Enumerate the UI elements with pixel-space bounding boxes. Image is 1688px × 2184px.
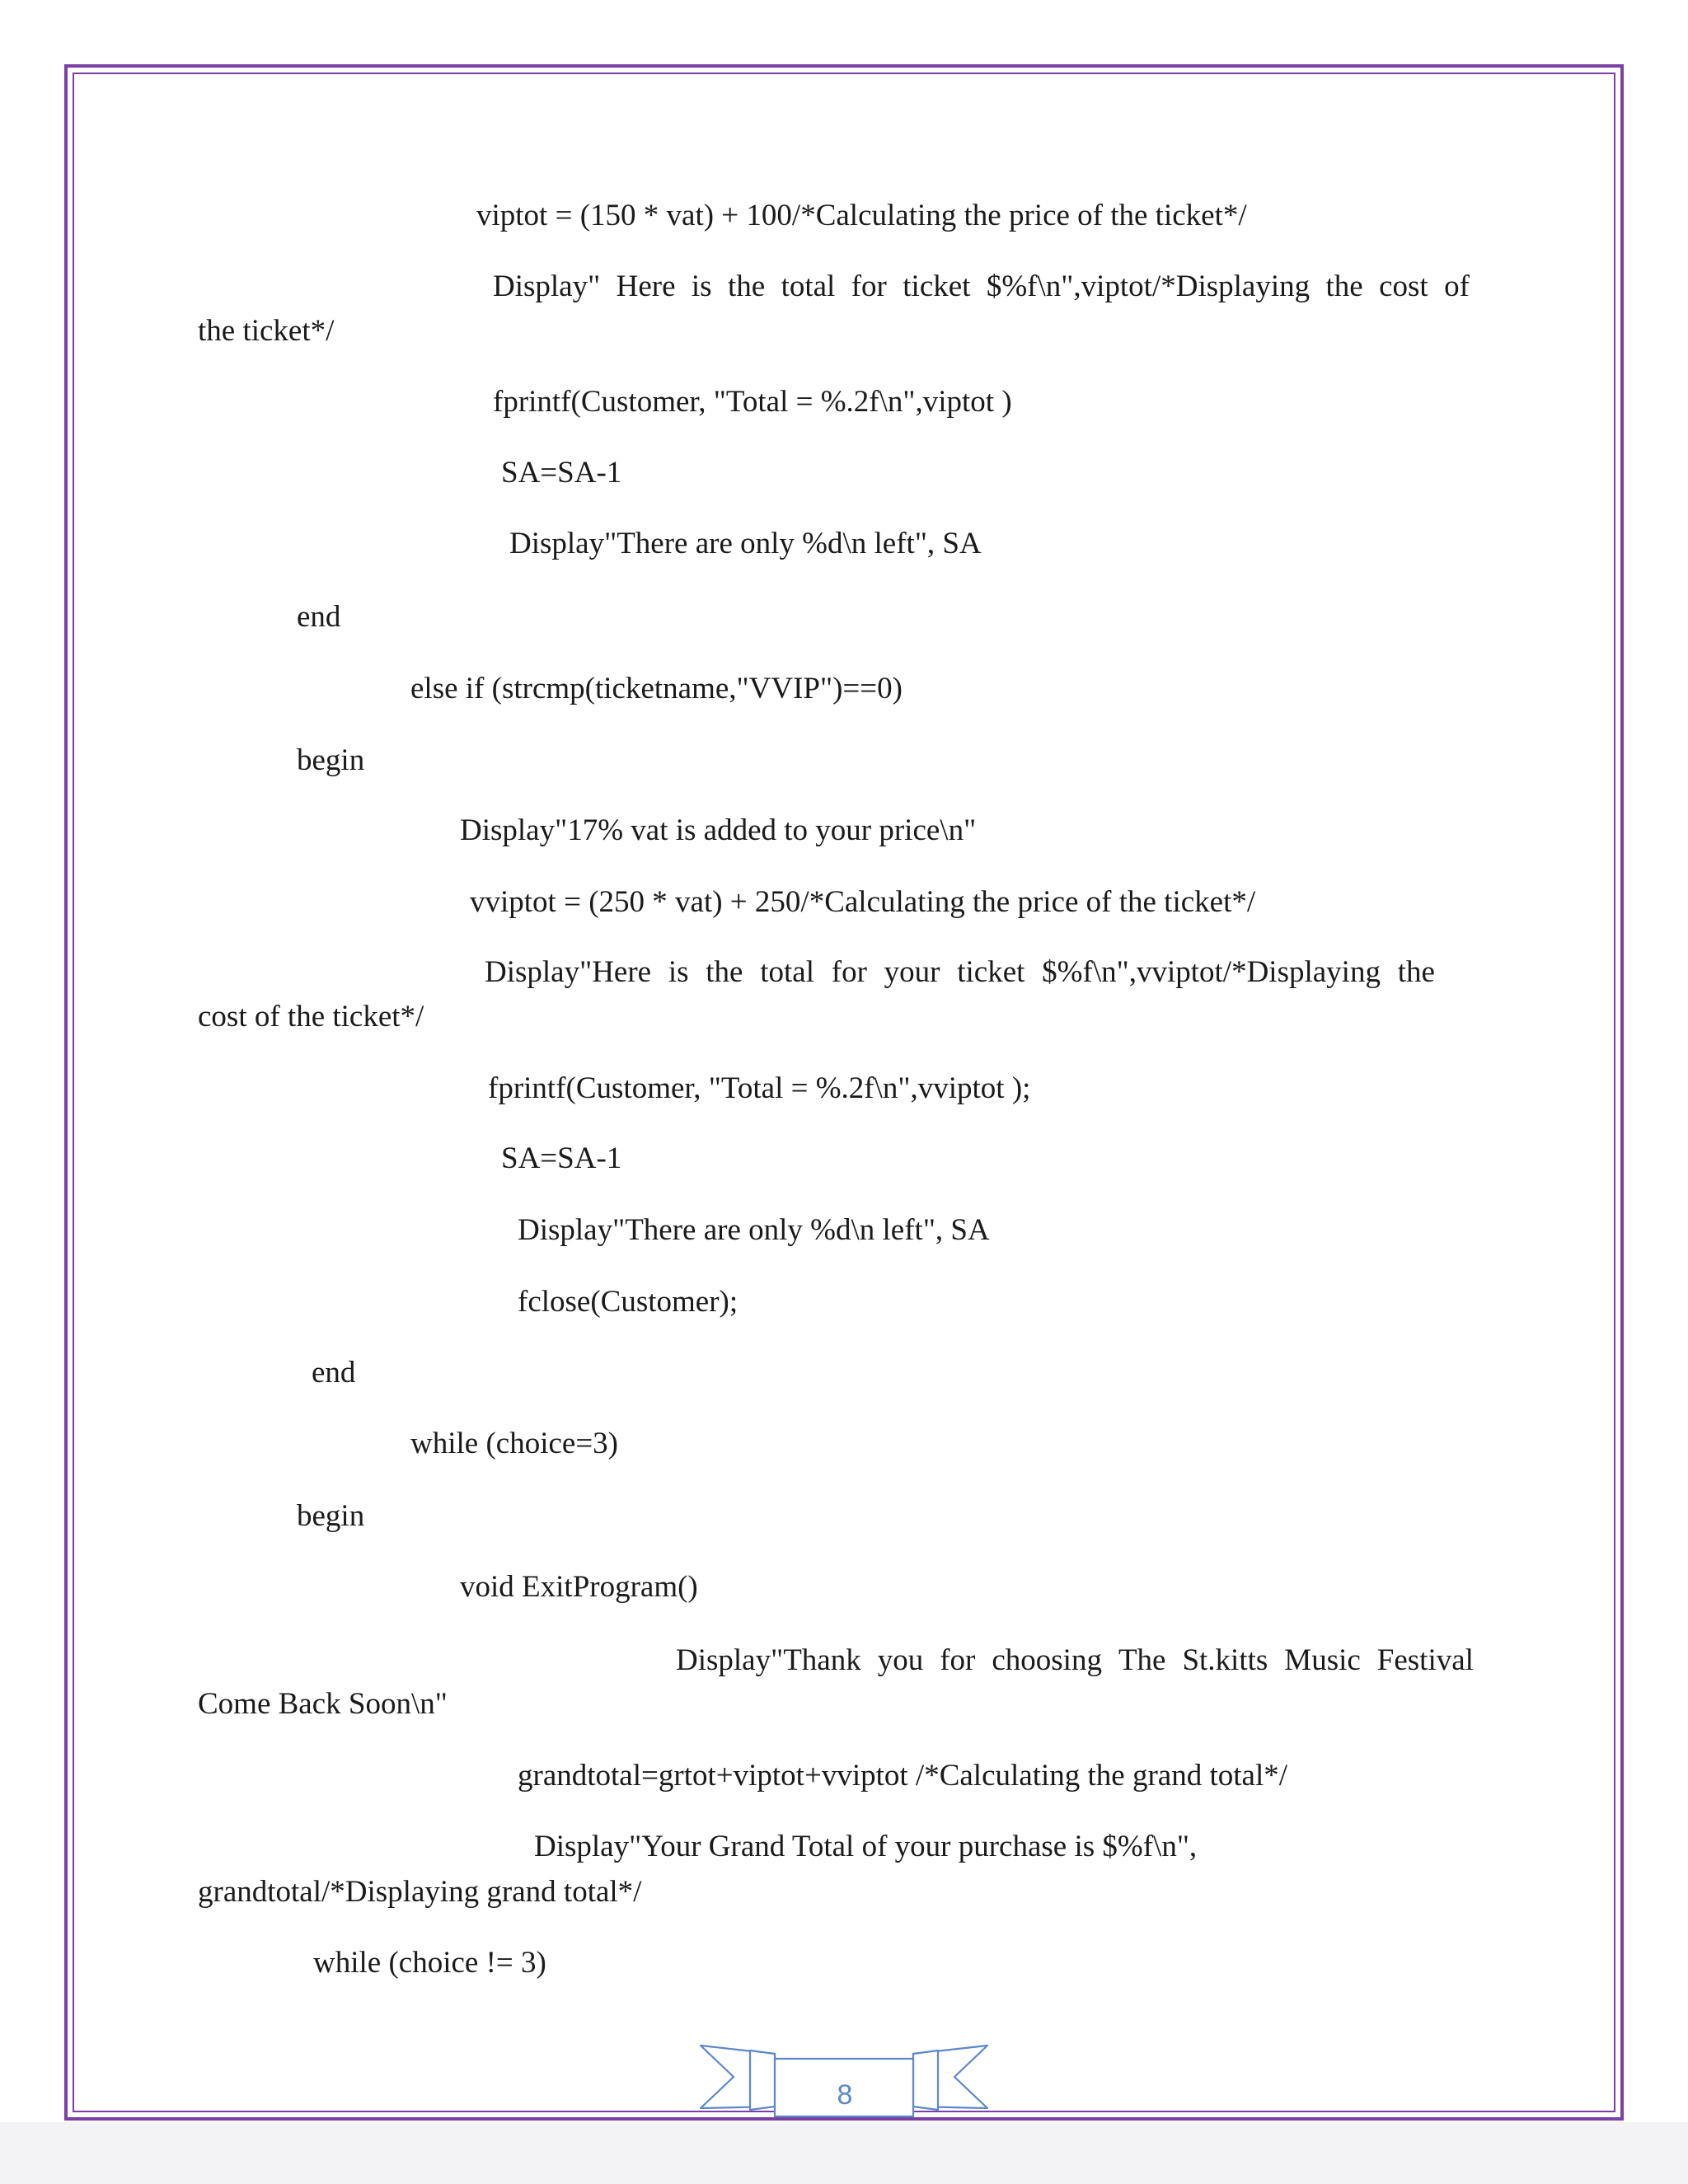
ribbon-right-fold — [913, 2050, 938, 2110]
code-line: while (choice != 3) — [313, 1945, 546, 1980]
code-line: grandtotal=grtot+viptot+vviptot /*Calculating the grand total*/ — [518, 1758, 1287, 1793]
code-word: total — [760, 954, 814, 989]
code-word: ticket — [903, 269, 971, 303]
code-line: begin — [297, 743, 365, 777]
code-word: $%f\n",viptot/*Displaying — [986, 269, 1311, 303]
code-word: for — [940, 1643, 976, 1677]
code-word: total — [781, 269, 836, 303]
code-line: end — [312, 1355, 356, 1390]
code-word: Display"Thank — [676, 1643, 861, 1677]
code-word: of — [1444, 269, 1470, 303]
code-word: you — [877, 1643, 924, 1677]
code-line: grandtotal/*Displaying grand total*/ — [198, 1874, 642, 1909]
ribbon-left-fold — [750, 2050, 775, 2110]
code-line: Display"There are only %d\n left", SA — [509, 526, 982, 560]
code-line: the ticket*/ — [198, 313, 335, 348]
bottom-band — [0, 2122, 1688, 2184]
code-line: fprintf(Customer, "Total = %.2f\n",viptot ) — [493, 384, 1012, 419]
code-word: the — [1397, 954, 1435, 989]
code-word: is — [691, 269, 712, 303]
code-word: Display" — [493, 269, 601, 303]
code-line: cost of the ticket*/ — [198, 999, 424, 1033]
code-word: the — [727, 269, 766, 303]
code-line: Display"17% vat is added to your price\n" — [460, 813, 977, 847]
code-word: choosing — [992, 1643, 1102, 1677]
code-line: SA=SA-1 — [501, 455, 622, 490]
code-line: fclose(Customer); — [518, 1284, 738, 1319]
code-line: Display"Your Grand Total of your purchase is $%f\n", — [534, 1829, 1198, 1863]
code-word: St.kitts — [1182, 1643, 1268, 1677]
code-word: your — [884, 954, 940, 989]
code-line: end — [297, 599, 341, 634]
page-number: 8 — [837, 2079, 853, 2111]
code-line: Come Back Soon\n" — [198, 1686, 448, 1721]
code-word: Music — [1284, 1643, 1361, 1677]
code-line: else if (strcmp(ticketname,"VVIP")==0) — [410, 671, 903, 705]
code-line: void ExitProgram() — [460, 1569, 698, 1604]
code-line: viptot = (150 * vat) + 100/*Calculating the price of the ticket*/ — [476, 198, 1247, 232]
code-word: for — [831, 954, 867, 989]
code-word: is — [668, 954, 689, 989]
code-line: Display"There are only %d\n left", SA — [518, 1212, 990, 1247]
code-word: The — [1118, 1643, 1166, 1677]
code-word: for — [851, 269, 887, 303]
code-word: cost — [1379, 269, 1428, 303]
code-line-justified — [676, 1643, 1474, 1679]
code-word: Display"Here — [485, 954, 652, 989]
code-line-justified — [485, 954, 1435, 991]
code-line: SA=SA-1 — [501, 1141, 622, 1175]
code-line: vviptot = (250 * vat) + 250/*Calculating the price of the ticket*/ — [470, 884, 1256, 919]
code-word: $%f\n",vviptot/*Displaying — [1042, 954, 1381, 989]
code-word: the — [1325, 269, 1363, 303]
code-word: the — [706, 954, 743, 989]
code-line: while (choice=3) — [410, 1426, 619, 1460]
code-word: ticket — [957, 954, 1025, 989]
code-word: Festival — [1376, 1643, 1474, 1677]
code-line-justified — [493, 269, 1470, 305]
code-line: begin — [297, 1498, 365, 1533]
code-word: Here — [616, 269, 676, 303]
code-line: fprintf(Customer, "Total = %.2f\n",vviptot ); — [488, 1071, 1031, 1105]
